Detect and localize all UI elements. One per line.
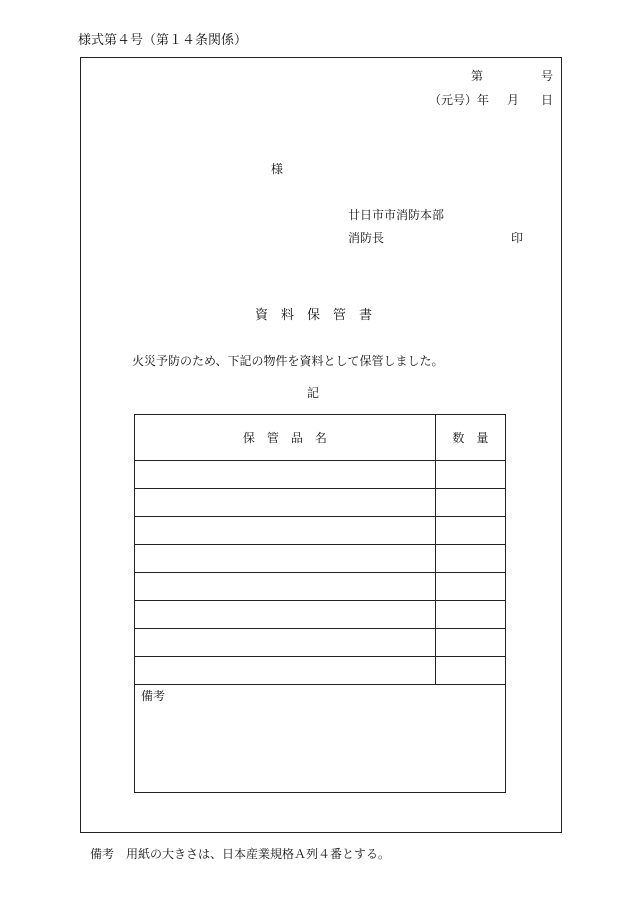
item-name-cell[interactable] xyxy=(135,657,436,685)
table-row xyxy=(135,461,506,489)
table-row xyxy=(135,573,506,601)
quantity-cell[interactable] xyxy=(435,517,505,545)
body-text: 火災予防のため、下記の物件を資料として保管しました。 xyxy=(132,354,444,368)
quantity-cell[interactable] xyxy=(435,489,505,517)
doc-number-suffix: 号 xyxy=(541,69,554,83)
item-name-cell[interactable] xyxy=(135,489,436,517)
issuer-title: 消防長 xyxy=(348,231,385,245)
item-name-cell[interactable] xyxy=(135,573,436,601)
table-row xyxy=(135,601,506,629)
note-heading: 記 xyxy=(307,386,320,400)
quantity-cell[interactable] xyxy=(435,545,505,573)
date-month: 月 xyxy=(507,93,520,107)
header-item-name: 保 管 品 名 xyxy=(135,415,436,461)
quantity-cell[interactable] xyxy=(435,629,505,657)
date-era-year: （元号）年 xyxy=(429,93,490,107)
quantity-cell[interactable] xyxy=(435,657,505,685)
quantity-cell[interactable] xyxy=(435,601,505,629)
table-row xyxy=(135,657,506,685)
form-label: 様式第４号（第１４条関係） xyxy=(78,33,248,48)
item-name-cell[interactable] xyxy=(135,517,436,545)
footnote: 備考 用紙の大きさは、日本産業規格Ａ列４番とする。 xyxy=(90,847,391,861)
quantity-cell[interactable] xyxy=(435,461,505,489)
issuer-organization: 廿日市市消防本部 xyxy=(348,208,445,222)
remarks-row xyxy=(135,685,506,793)
header-quantity: 数 量 xyxy=(435,415,505,461)
item-name-cell[interactable] xyxy=(135,601,436,629)
item-name-cell[interactable] xyxy=(135,461,436,489)
items-table xyxy=(134,414,506,793)
item-name-cell[interactable] xyxy=(135,545,436,573)
seal-mark: 印 xyxy=(511,231,524,245)
table-row xyxy=(135,545,506,573)
document-title: 資 料 保 管 書 xyxy=(255,308,373,323)
remarks-cell[interactable] xyxy=(135,685,506,793)
table-row xyxy=(135,489,506,517)
doc-number-prefix: 第 xyxy=(471,69,484,83)
table-header-row xyxy=(135,415,506,461)
table-row xyxy=(135,517,506,545)
addressee-suffix: 様 xyxy=(271,162,284,176)
remarks-label: 備考 xyxy=(141,689,166,703)
item-name-cell[interactable] xyxy=(135,629,436,657)
quantity-cell[interactable] xyxy=(435,573,505,601)
table-row xyxy=(135,629,506,657)
date-day: 日 xyxy=(541,93,554,107)
